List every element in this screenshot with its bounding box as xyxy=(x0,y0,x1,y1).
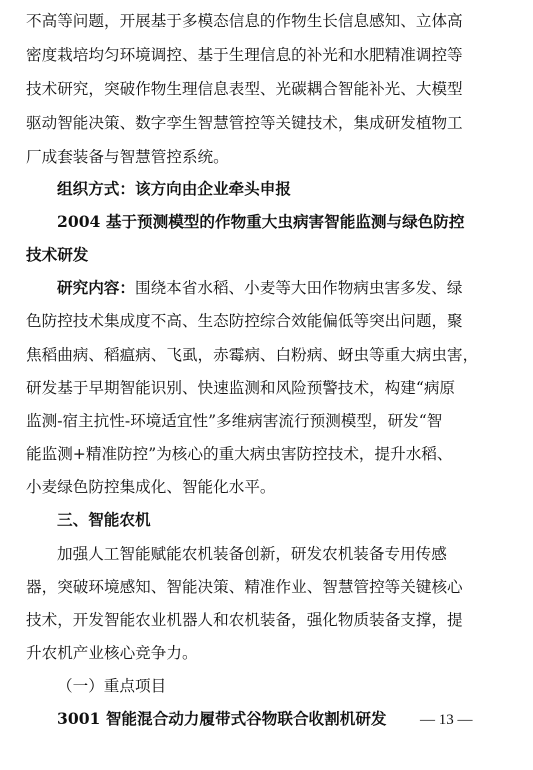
body-line: 驱动智能决策、数字孪生智慧管控等关键技术，集成研发植物工 xyxy=(26,114,463,132)
body-line: 能监测+精准防控”为核心的重大病虫害防控技术，提升水稻、 xyxy=(26,445,453,463)
item-2004-title-cont: 技术研发 xyxy=(26,245,89,264)
body-line: 焦稻曲病、稻瘟病、飞虱，赤霉病、白粉病、蚜虫等重大病虫害， xyxy=(26,346,479,364)
body-line: 小麦绿色防控集成化、智能化水平。 xyxy=(26,478,276,496)
body-line: 技术研究，突破作物生理信息表型、光碳耦合智能补光、大模型 xyxy=(26,80,463,98)
section-title: 三、智能农机 xyxy=(57,510,151,529)
page-number: — 13 — xyxy=(420,712,473,728)
research-label: 研究内容： xyxy=(57,278,135,297)
body-line: 研发基于早期智能识别、快速监测和风险预警技术，构建“病原 xyxy=(26,379,456,397)
body-line: 器，突破环境感知、智能决策、精准作业、智慧管控等关键核心 xyxy=(26,578,463,596)
organization-mode: 组织方式：该方向由企业牵头申报 xyxy=(57,179,291,198)
body-line: 加强人工智能赋能农机装备创新，研发农机装备专用传感 xyxy=(57,545,447,563)
body-line: 色防控技术集成度不高、生态防控综合效能偏低等突出问题，聚 xyxy=(26,312,463,330)
item-2004-title: 2004 基于预测模型的作物重大虫病害智能监测与绿色防控 xyxy=(57,212,465,231)
item-3001-title: 3001 智能混合动力履带式谷物联合收割机研发 xyxy=(57,709,387,728)
body-line: 厂成套装备与智慧管控系统。 xyxy=(26,148,229,166)
research-text: 围绕本省水稻、小麦等大田作物病虫害多发、绿 xyxy=(134,279,463,297)
body-line: 不高等问题，开展基于多模态信息的作物生长信息感知、立体高 xyxy=(26,12,463,30)
body-line: 密度栽培均匀环境调控、基于生理信息的补光和水肥精准调控等 xyxy=(26,46,463,64)
body-line: 技术，开发智能农业机器人和农机装备，强化物质装备支撑，提 xyxy=(26,611,463,629)
body-line: 监测-宿主抗性-环境适宜性”多维病害流行预测模型，研发“智 xyxy=(26,412,443,430)
research-content-line xyxy=(57,277,462,299)
body-line: 升农机产业核心竞争力。 xyxy=(26,644,198,662)
subsection-title: （一）重点项目 xyxy=(57,677,167,695)
